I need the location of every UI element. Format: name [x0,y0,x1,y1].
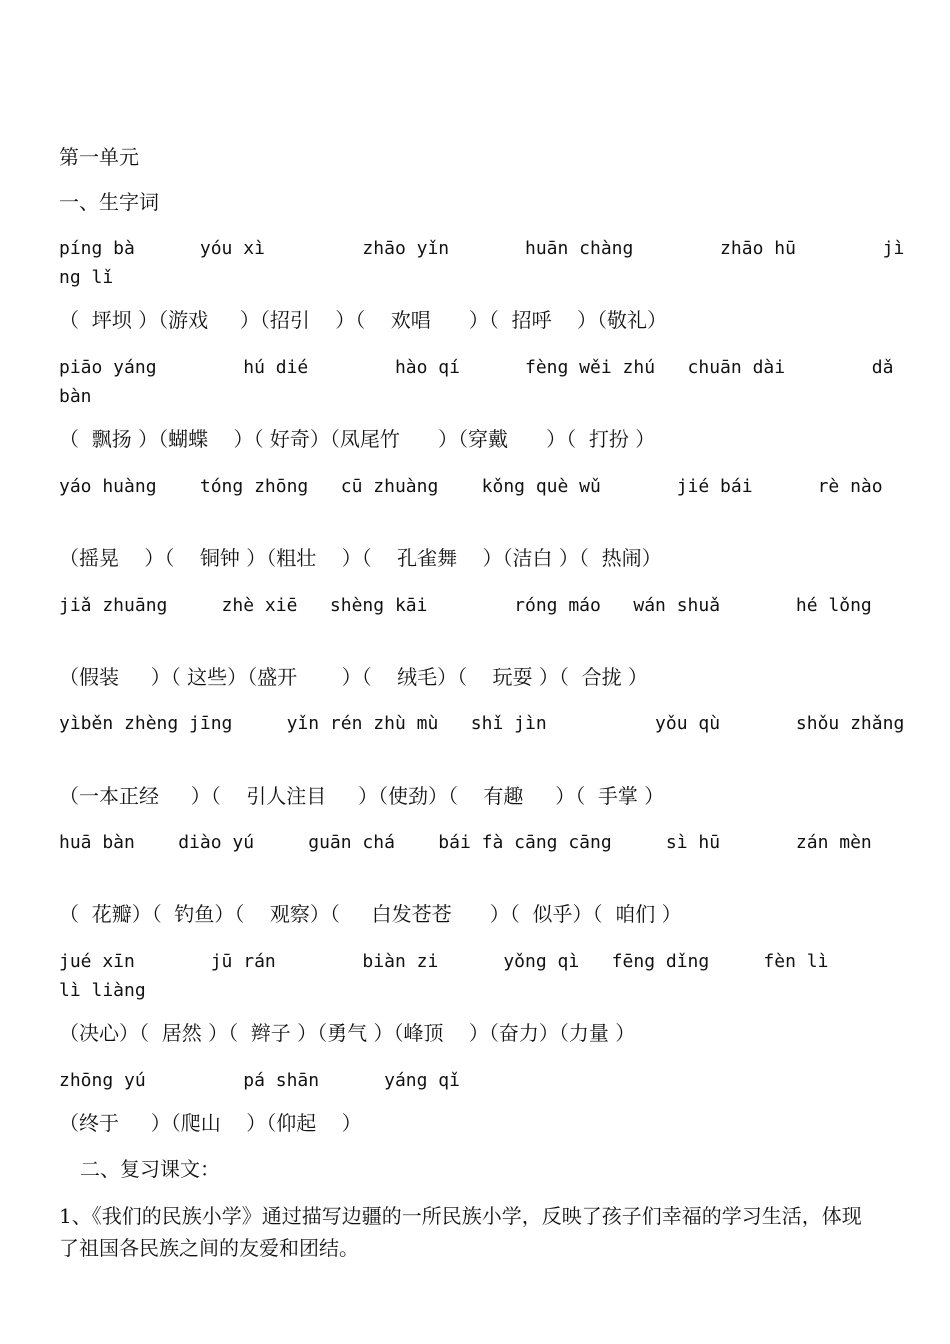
hanzi-row-7: （决心）（ 居然 ）（ 辫子 ）（勇气 ）（峰顶 ）（奋力）（力量 ） [59,1021,636,1045]
pinyin-row-2: piāo yáng hú dié hào qí fèng wěi zhú chuān dài dǎ bàn [59,357,905,407]
review-paragraph-1: 1、《我们的民族小学》通过描写边疆的一所民族小学，反映了孩子们幸福的学习生活，体现了祖国各民族之间的友爱和团结。 [59,1204,862,1260]
pinyin-row-7: jué xīn jū rán biàn zi yǒng qì fēng dǐng fèn lì lì liàng [59,951,905,1001]
hanzi-row-3: （摇晃 ）（ 铜钟 ）（粗壮 ）（ 孔雀舞 ）（洁白 ）（ 热闹） [59,546,662,570]
pinyin-row-5: yìběn zhèng jīng yǐn rén zhù mù shǐ jìn yǒu qù shǒu zhǎng [59,713,905,734]
hanzi-row-5: （一本正经 ）（ 引人注目 ）（使劲）（ 有趣 ）（ 手掌 ） [59,784,665,808]
hanzi-row-2: （ 飘扬 ）（蝴蝶 ）（ 好奇）（凤尾竹 ）（穿戴 ）（ 打扮 ） [59,427,656,451]
pinyin-row-6: huā bàn diào yú guān chá bái fà cāng cāng sì hū zán mèn [59,832,872,853]
pinyin-row-3: yáo huàng tóng zhōng cū zhuàng kǒng què wǔ jié bái rè nào [59,476,883,497]
hanzi-row-4: （假装 ）（ 这些）（盛开 ）（ 绒毛）（ 玩耍 ）（ 合拢 ） [59,665,648,689]
section-title-review: 二、复习课文： [80,1157,220,1181]
unit-title: 第一单元 [59,145,139,169]
pinyin-row-4: jiǎ zhuāng zhè xiē shèng kāi róng máo wán shuǎ hé lǒng [59,595,872,616]
pinyin-row-8: zhōng yú pá shān yáng qǐ [59,1070,460,1091]
hanzi-row-1: （ 坪坝 ）（游戏 ）（招引 ）（ 欢唱 ）（ 招呼 ）（敬礼） [59,308,668,332]
pinyin-row-1: píng bà yóu xì zhāo yǐn huān chàng zhāo hū jìng lǐ [59,238,905,288]
section-title-vocabulary: 一、生字词 [59,190,159,214]
hanzi-row-6: （ 花瓣）（ 钓鱼）（ 观察）（ 白发苍苍 ）（ 似乎）（ 咱们 ） [59,902,682,926]
hanzi-row-8: （终于 ）（爬山 ）（仰起 ） [59,1111,362,1135]
